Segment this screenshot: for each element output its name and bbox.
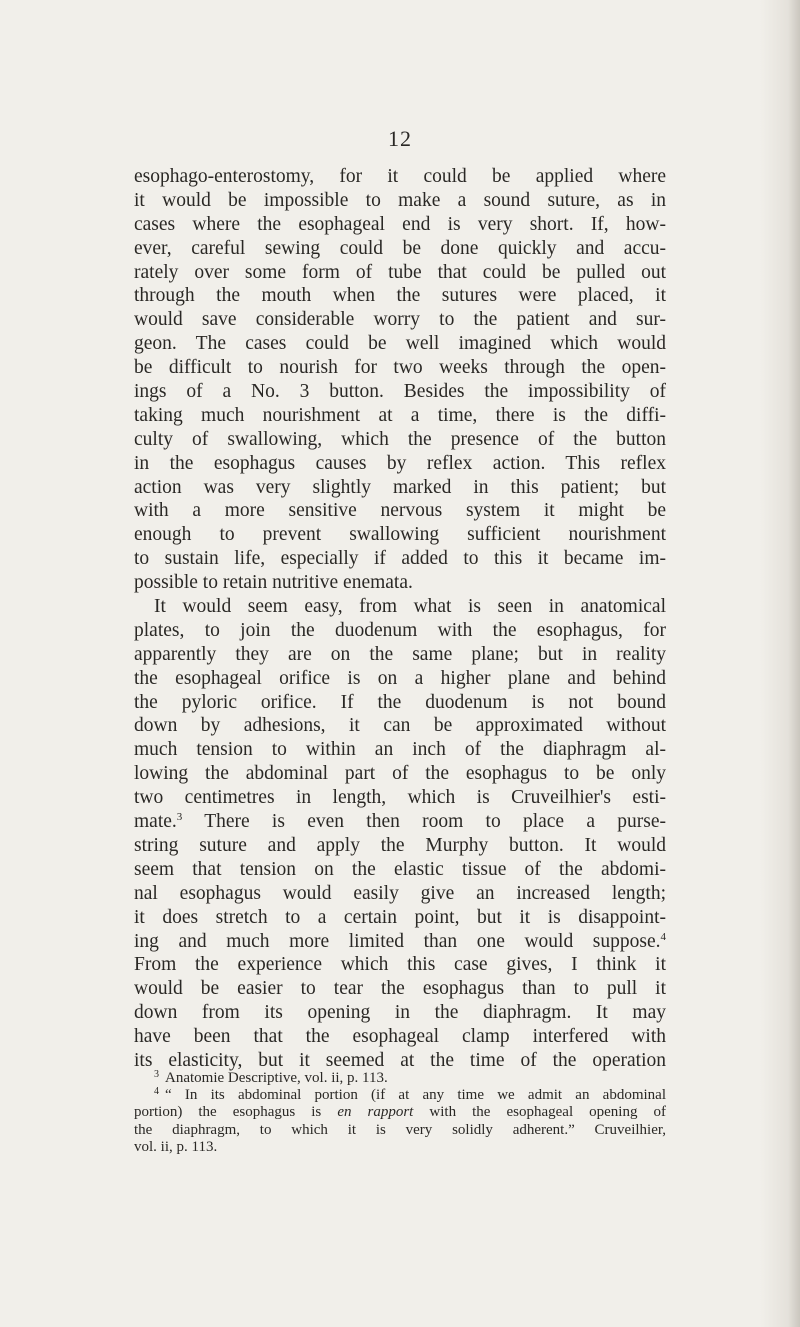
text-line: the esophageal orifice is on a higher plane and behind (134, 667, 666, 689)
page-edge-shadow (760, 0, 800, 1327)
footnote-4-italic: en rapport (337, 1104, 414, 1121)
line-segment: ing and much more limited than one would suppose. (134, 930, 661, 952)
footnotes (134, 1070, 666, 1156)
text-line: string suture and apply the Murphy button. It would (134, 834, 666, 856)
text-line: with a more sensitive nervous system it might be (134, 500, 666, 522)
text-line: down by adhesions, it can be approximated without (134, 715, 666, 737)
text-line: it does stretch to a certain point, but it is disappoint- (134, 906, 666, 928)
text-line: down from its opening in the diaphragm. It may (134, 1002, 666, 1024)
text-line: its elasticity, but it seemed at the time of the operation (134, 1049, 666, 1071)
text-line: From the experience which this case gives, I think it (134, 954, 666, 976)
body-text (134, 165, 666, 1073)
text-line: lowing the abdominal part of the esophagus to be only (134, 763, 666, 785)
text-line: have been that the esophageal clamp interfered with (134, 1026, 666, 1048)
text-line: two centimetres in length, which is Cruveilhier's esti- (134, 787, 666, 809)
text-line: ever, careful sewing could be done quickly and accu- (134, 237, 666, 259)
text-line-with-footnote-3 (134, 810, 666, 834)
footnote-4-mark: 4 (154, 1086, 159, 1098)
text-line: action was very slightly marked in this patient; but (134, 476, 666, 498)
line-segment: mate. (134, 811, 177, 833)
footnote-4-line (134, 1087, 666, 1104)
text-line: would be easier to tear the esophagus than to pull it (134, 978, 666, 1000)
footnote-4-line: the diaphragm, to which it is very solidly adherent.” Cruveilhier, (134, 1121, 666, 1138)
footnote-3 (134, 1070, 666, 1087)
text-line: ings of a No. 3 button. Besides the impossibility of (134, 381, 666, 403)
text-line: would save considerable worry to the patient and sur- (134, 309, 666, 331)
text-line: culty of swallowing, which the presence of the button (134, 428, 666, 450)
footnote-ref-3: 3 (176, 811, 183, 824)
text-line: geon. The cases could be well imagined which would (134, 333, 666, 355)
text-line: possible to retain nutritive enemata. (134, 572, 413, 594)
text-line: plates, to join the duodenum with the esophagus, for (134, 619, 666, 641)
line-segment: There is even then room to place a purse- (204, 811, 667, 833)
footnote-ref-4: 4 (660, 930, 666, 943)
footnote-4-text: portion) the esophagus is (134, 1104, 338, 1121)
text-line: through the mouth when the sutures were placed, it (134, 285, 666, 307)
text-line: apparently they are on the same plane; but in reality (134, 643, 666, 665)
paragraph-start-line: It would seem easy, from what is seen in anatomical (154, 596, 666, 618)
footnote-4-line (134, 1104, 666, 1121)
text-line: nal esophagus would easily give an increased length; (134, 882, 666, 904)
text-line: enough to prevent swallowing sufficient nourishment (134, 524, 666, 546)
text-line-with-footnote-4 (134, 930, 666, 954)
footnote-4-line: vol. ii, p. 113. (134, 1138, 218, 1155)
footnote-3-mark: 3 (154, 1069, 159, 1080)
text-line: rately over some form of tube that could be pulled out (134, 261, 666, 283)
text-line: esophago-enterostomy, for it could be applied where (134, 166, 666, 187)
footnote-3-text: Anatomie Descriptive, vol. ii, p. 113. (165, 1070, 388, 1086)
text-line: it would be impossible to make a sound suture, as in (134, 189, 666, 211)
text-line: cases where the esophageal end is very short. If, how- (134, 213, 666, 235)
text-line: be difficult to nourish for two weeks through the open- (134, 357, 666, 379)
page-number: 12 (388, 126, 412, 151)
footnote-4-text: with the esophageal opening of (413, 1104, 667, 1121)
text-line: taking much nourishment at a time, there is the diffi- (134, 404, 666, 426)
text-line: the pyloric orifice. If the duodenum is not bound (134, 691, 666, 713)
footnote-4-text: “ In its abdominal portion (if at any time we admit an abdominal (165, 1087, 666, 1104)
text-line: seem that tension on the elastic tissue of the abdomi- (134, 858, 666, 880)
text-line: much tension to within an inch of the diaphragm al- (134, 739, 666, 761)
text-line: to sustain life, especially if added to this it became im- (134, 548, 666, 570)
text-line: in the esophagus causes by reflex action. This reflex (134, 452, 666, 474)
